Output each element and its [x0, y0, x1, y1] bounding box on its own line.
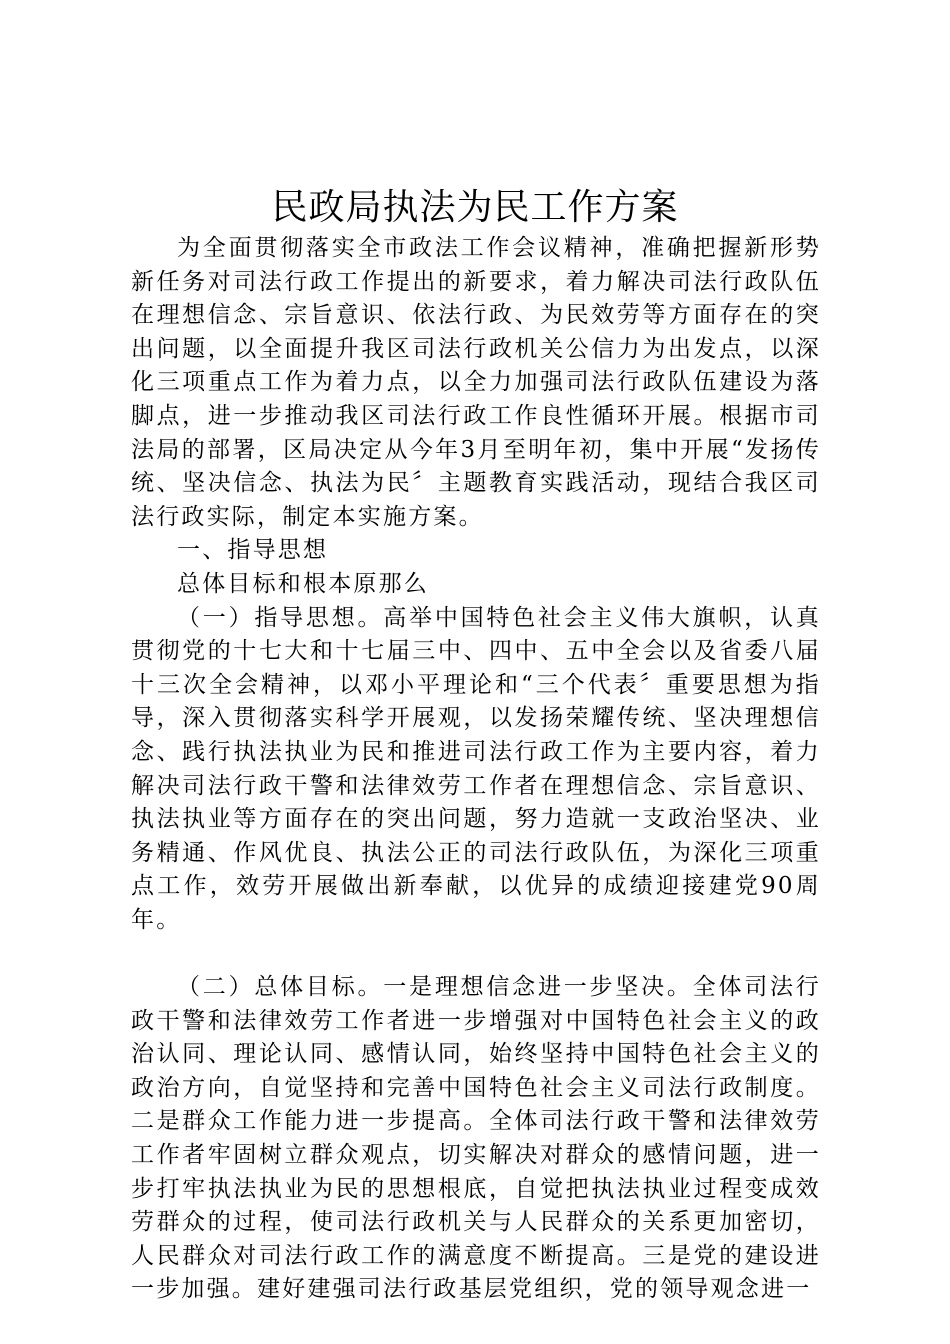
intro-paragraph: 为全面贯彻落实全市政法工作会议精神，准确把握新形势新任务对司法行政工作提出的新要求，着力解决司法行政队伍在理想信念、宗旨意识、依法行政、为民效劳等方面存在的突出问题，以全面提升我区司法行政机关公信力为出发点，以深化三项重点工作为着力点，以全力加强司法行政队伍建设为落脚点，进一步推动我区司法行政工作良性循环开展。根据市司法局的部署，区局决定从今年3月至明年初，集中开展“发扬传统、坚决信念、执法为民〞主题教育实践活动，现结合我区司法行政实际，制定本实施方案。 — [131, 235, 821, 530]
section-subheading-goals-principles: 总体目标和根本原那么 — [177, 570, 429, 597]
paragraph-guiding-thought: （一）指导思想。高举中国特色社会主义伟大旗帜，认真贯彻党的十七大和十七届三中、四中、五中全会以及省委八届十三次全会精神，以邓小平理论和“三个代表〞重要思想为指导，深入贯彻落实科学开展观，以发扬荣耀传统、坚决理想信念、践行执法执业为民和推进司法行政工作为主要内容，着力解决司法行政干警和法律效劳工作者在理想信念、宗旨意识、执法执业等方面存在的突出问题，努力造就一支政治坚决、业务精通、作风优良、执法公正的司法行政队伍，为深化三项重点工作，效劳开展做出新奉献，以优异的成绩迎接建党90周年。 — [131, 604, 821, 933]
paragraph-spacer — [131, 937, 821, 971]
document-body — [131, 232, 821, 1307]
section-heading-guiding-thought: 一、指导思想 — [177, 537, 329, 564]
document-title: 民政局执法为民工作方案 — [271, 187, 679, 228]
paragraph-overall-goals: （二）总体目标。一是理想信念进一步坚决。全体司法行政干警和法律效劳工作者进一步增强对中国特色社会主义的政治认同、理论认同、感情认同，始终坚持中国特色社会主义的政治方向，自觉坚持和完善中国特色社会主义司法行政制度。二是群众工作能力进一步提高。全体司法行政干警和法律效劳工作者牢固树立群众观点，切实解决对群众的感情问题，进一步打牢执法执业为民的思想根底，自觉把执法执业过程变成效劳群众的过程，使司法行政机关与人民群众的关系更加密切，人民群众对司法行政工作的满意度不断提高。三是党的建设进一步加强。建好建强司法行政基层党组织，党的领导观念进一 — [131, 974, 821, 1303]
